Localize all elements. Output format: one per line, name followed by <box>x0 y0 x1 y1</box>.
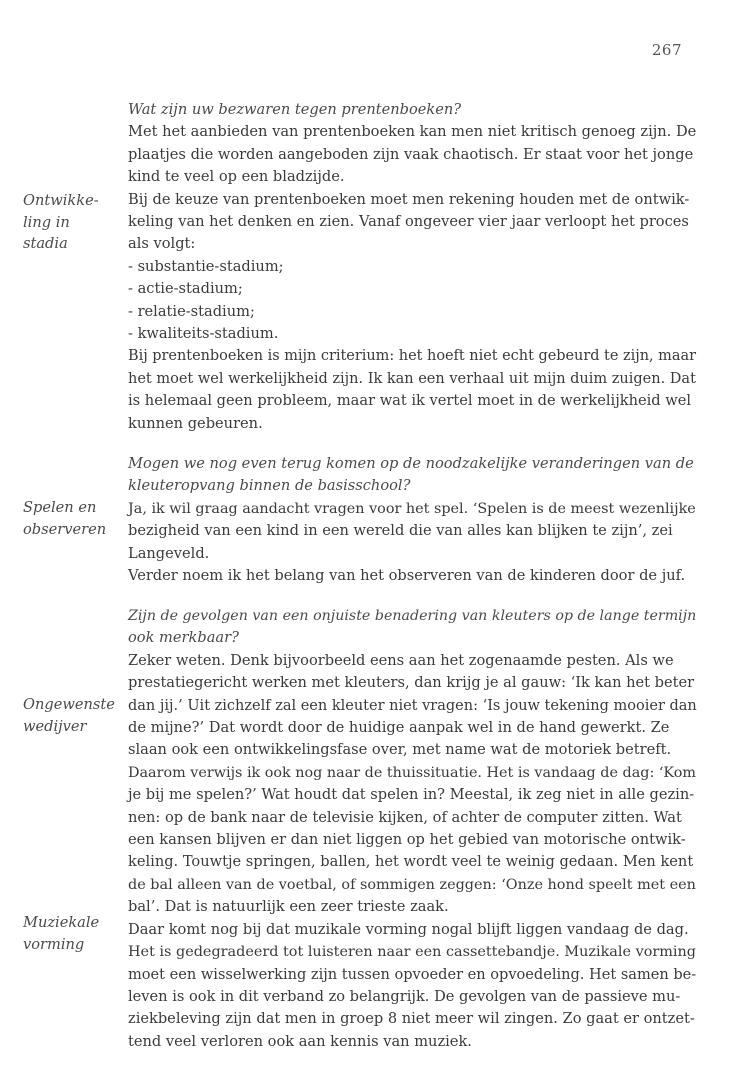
text-line: prestatiegericht werken met kleuters, dan krijg je al gauw: ‘Ik kan het beter <box>128 674 695 692</box>
text-line: je bij me spelen?’ Wat houdt dat spelen in? Meestal, ik zeg niet in alle gezin- <box>128 786 695 804</box>
list-item: - kwaliteits-stadium. <box>128 325 279 343</box>
section-gevolgen <box>128 605 697 1053</box>
question-line: ook merkbaar? <box>128 629 239 647</box>
text-line: Zeker weten. Denk bijvoorbeeld eens aan het zogenaamde pesten. Als we <box>128 651 674 669</box>
text-line: het moet wel werkelijkheid zijn. Ik kan een verhaal uit mijn duim zuigen. Dat <box>128 370 696 387</box>
text-line: bezigheid van een kind in een wereld die van alles kan blijken te zijn’, zei <box>128 522 673 540</box>
text-line: kind te veel op een bladzijde. <box>128 168 345 186</box>
text-line: de bal alleen van de voetbal, of sommigen zeggen: ‘Onze hond speelt met een <box>128 876 696 893</box>
question-line: Zijn de gevolgen van een onjuiste benadering van kleuters op de lange termijn <box>128 608 697 624</box>
margin-note-line: Ontwikke- <box>23 192 99 209</box>
text-line: moet een wisselwerking zijn tussen opvoeder en opvoedeling. Het samen be- <box>128 965 697 983</box>
margin-note-line: Ongewenste <box>23 696 115 713</box>
text-line: een kansen blijven er dan niet liggen op het gebied van motorische ontwik- <box>128 831 686 849</box>
list-item: - substantie-stadium; <box>128 257 284 275</box>
text-line: Met het aanbieden van prentenboeken kan men niet kritisch genoeg zijn. De <box>128 123 697 141</box>
list-item: - relatie-stadium; <box>128 302 255 320</box>
margin-note-line: ling in <box>23 213 70 231</box>
margin-note-line: vorming <box>23 935 85 953</box>
text-line: Bij prentenboeken is mijn criterium: het hoeft niet echt gebeurd te zijn, maar <box>128 348 696 365</box>
text-line: is helemaal geen probleem, maar wat ik vertel moet in de werkelijkheid wel <box>128 392 692 410</box>
text-line: keling. Touwtje springen, ballen, het wordt veel te weinig gedaan. Men kent <box>128 853 694 871</box>
section-spelen <box>128 453 696 587</box>
text-line: Ja, ik wil graag aandacht vragen voor het spel. ‘Spelen is de meest wezenlijke <box>128 500 696 517</box>
text-line: dan jij.’ Uit zichzelf zal een kleuter niet vragen: ‘Is jouw tekening mooier dan <box>128 697 697 714</box>
margin-note-line: wedijver <box>23 717 87 735</box>
text-line: de mijne?’ Dat wordt door de huidige aanpak wel in de hand gewerkt. Ze <box>128 719 670 737</box>
text-line: keling van het denken en zien. Vanaf ongeveer vier jaar verloopt het proces <box>128 213 689 231</box>
margin-note-muziek <box>23 912 123 955</box>
text-line: bal’. Dat is natuurlijk een zeer trieste zaak. <box>128 898 449 916</box>
list-item: - actie-stadium; <box>128 280 243 298</box>
text-line: leven is ook in dit verband zo belangrijk. De gevolgen van de passieve mu- <box>128 987 681 1005</box>
margin-note-line: Spelen en <box>23 499 97 516</box>
question-line: kleuteropvang binnen de basisschool? <box>128 477 411 495</box>
text-line: nen: op de bank naar de televisie kijken, of achter de computer zitten. Wat <box>128 808 682 826</box>
text-line: Het is gedegradeerd tot luisteren naar een cassettebandje. Muzikale vorming <box>128 944 696 961</box>
text-line: kunnen gebeuren. <box>128 414 263 432</box>
page-number: 267 <box>651 41 682 59</box>
text-line: plaatjes die worden aangeboden zijn vaak chaotisch. Er staat voor het jonge <box>128 145 694 163</box>
text-line: tend veel verloren ook aan kennis van muziek. <box>128 1032 472 1050</box>
margin-note-wedijver <box>23 694 123 737</box>
text-line: ziekbeleving zijn dat men in groep 8 niet meer wil zingen. Zo gaat er ontzet- <box>128 1010 695 1028</box>
text-line: slaan ook een ontwikkelingsfase over, met name wat de motoriek betreft. <box>128 741 672 759</box>
margin-note-line: observeren <box>23 520 107 538</box>
text-line: Langeveld. <box>128 544 210 562</box>
section-prentenboeken <box>128 99 697 435</box>
margin-note-ontwikkeling <box>23 190 123 255</box>
text-line: Daarom verwijs ik ook nog naar de thuissituatie. Het is vandaag de dag: ‘Kom <box>128 764 696 781</box>
text-line: als volgt: <box>128 235 196 253</box>
text-line: Daar komt nog bij dat muzikale vorming nogal blijft liggen vandaag de dag. <box>128 920 689 938</box>
margin-note-line: Muziekale <box>23 914 100 931</box>
question: Wat zijn uw bezwaren tegen prentenboeken? <box>128 101 462 118</box>
text-line: Bij de keuze van prentenboeken moet men rekening houden met de ontwik- <box>128 190 690 208</box>
question-line: Mogen we nog even terug komen op de noodzakelijke veranderingen van de <box>128 455 694 472</box>
margin-note-spelen <box>23 497 123 540</box>
text-line: Verder noem ik het belang van het observeren van de kinderen door de juf. <box>128 567 686 585</box>
margin-note-line: stadia <box>23 235 68 252</box>
